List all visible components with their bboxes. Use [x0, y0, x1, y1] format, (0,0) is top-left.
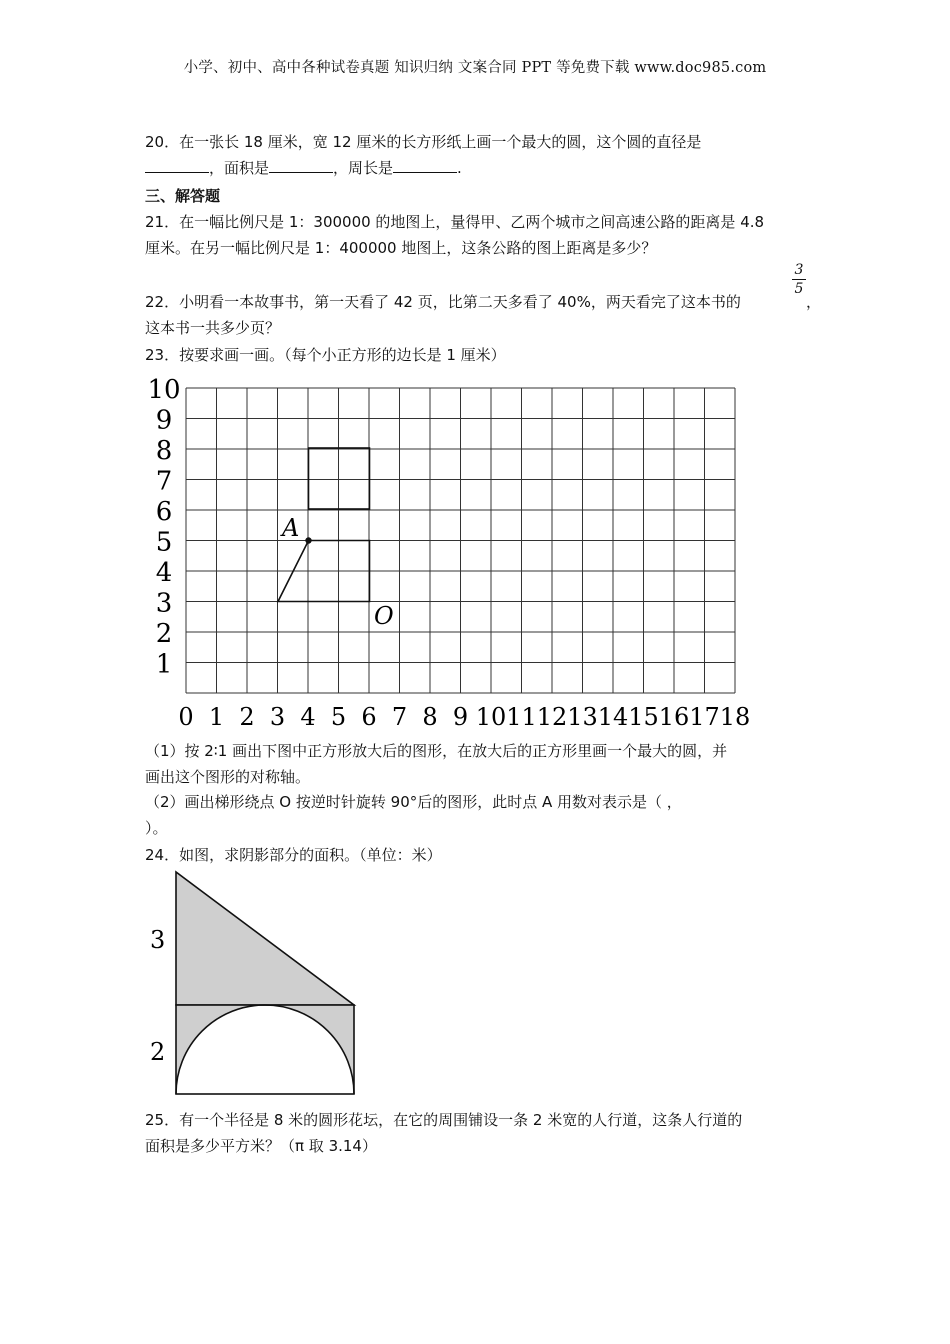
q23-part2-line1: （2）画出梯形绕点 O 按逆时针旋转 90°后的图形，此时点 A 用数对表示是（ ，	[145, 793, 682, 811]
x-tick-label: 18	[719, 703, 751, 731]
q20-blank-perimeter[interactable]	[393, 156, 457, 173]
y-tick-label: 4	[155, 558, 173, 588]
q24-title: 24．如图，求阴影部分的面积。（单位：米）	[145, 846, 442, 864]
label-height-3: 3	[150, 926, 166, 954]
x-tick-label: 16	[658, 703, 690, 731]
q24-figure	[140, 866, 370, 1098]
x-tick-label: 6	[361, 703, 377, 731]
q25-line2: 面积是多少平方米？（π 取 3.14）	[145, 1137, 377, 1155]
page-header: 小学、初中、高中各种试卷真题 知识归纳 文案合同 PPT 等免费下载 www.doc985.com	[183, 60, 767, 76]
question-20	[145, 129, 810, 181]
q23-part2-line2: ）。	[145, 819, 168, 837]
shaded-rectangle-region	[176, 1005, 354, 1094]
x-tick-label: 4	[300, 703, 316, 731]
y-tick-label: 7	[155, 466, 173, 497]
q20-mid2: ，周长是	[333, 159, 394, 177]
y-tick-label: 2	[155, 619, 173, 649]
q25-line1: 25．有一个半径是 8 米的圆形花坛，在它的周围铺设一条 2 米宽的人行道，这条人行道的	[145, 1111, 743, 1129]
q20-blank-diameter[interactable]	[145, 156, 209, 173]
q20-end: .	[457, 159, 462, 177]
x-axis-labels	[178, 703, 750, 731]
x-tick-label: 2	[239, 703, 255, 731]
q21-line1: 21．在一幅比例尺是 1：300000 的地图上，量得甲、乙两个城市之间高速公路的距离是 4.8	[145, 213, 765, 231]
section-title: 三、解答题	[145, 187, 221, 205]
q23-grid-figure	[140, 372, 770, 734]
x-tick-label: 13	[567, 703, 598, 731]
q23-part2	[145, 789, 810, 841]
q22-line2: 这本书一共多少页？	[145, 319, 281, 337]
q22-fraction-denominator: 5	[794, 281, 804, 297]
x-tick-label: 9	[452, 703, 469, 731]
x-tick-label: 10	[475, 703, 507, 731]
q23-part1-line2: 画出这个图形的对称轴。	[145, 768, 311, 786]
x-tick-label: 0	[178, 703, 194, 731]
question-21	[145, 209, 810, 261]
x-tick-label: 8	[422, 703, 438, 731]
y-tick-label: 10	[147, 375, 181, 405]
y-tick-label: 8	[155, 436, 173, 466]
y-tick-label: 9	[155, 405, 173, 436]
question-25	[145, 1107, 810, 1159]
grid-lines	[186, 388, 735, 693]
y-tick-label: 3	[155, 588, 173, 619]
y-tick-label: 5	[155, 527, 173, 558]
shaded-triangle	[176, 872, 354, 1005]
y-axis-labels	[147, 375, 180, 680]
x-tick-label: 14	[597, 703, 629, 731]
x-tick-label: 12	[536, 703, 568, 731]
point-a[interactable]	[305, 537, 311, 543]
label-o: O	[374, 602, 394, 630]
q22-fraction-numerator: 3	[794, 262, 804, 278]
x-tick-label: 3	[269, 703, 286, 731]
q21-line2: 厘米。在另一幅比例尺是 1：400000 地图上，这条公路的图上距离是多少？	[145, 239, 657, 257]
y-tick-label: 1	[155, 649, 173, 680]
q23-title: 23．按要求画一画。（每个小正方形的边长是 1 厘米）	[145, 346, 506, 364]
question-22	[145, 289, 810, 341]
x-tick-label: 7	[391, 703, 408, 731]
q20-mid1: ，面积是	[209, 159, 270, 177]
label-a: A	[282, 514, 300, 542]
q22-line1: 22．小明看一本故事书，第一天看了 42 页，比第二天多看了 40%，两天看完了这本书的	[145, 293, 741, 311]
q20-blank-area[interactable]	[269, 156, 333, 173]
x-tick-label: 17	[689, 703, 720, 731]
x-tick-label: 11	[506, 703, 537, 731]
y-tick-label: 6	[155, 497, 173, 527]
q23-part1-line1: （1）按 2∶1 画出下图中正方形放大后的图形，在放大后的正方形里画一个最大的圆，并	[145, 742, 728, 760]
x-tick-label: 1	[208, 703, 225, 731]
label-height-2: 2	[150, 1038, 166, 1066]
q22-comma: ，	[806, 293, 822, 311]
x-tick-label: 5	[330, 703, 347, 731]
q20-line2	[145, 155, 810, 181]
q23-part1	[145, 738, 810, 790]
q22-fraction	[792, 262, 806, 297]
x-tick-label: 15	[628, 703, 659, 731]
q20-line1: 20．在一张长 18 厘米，宽 12 厘米的长方形纸上画一个最大的圆，这个圆的直径是	[145, 133, 702, 151]
